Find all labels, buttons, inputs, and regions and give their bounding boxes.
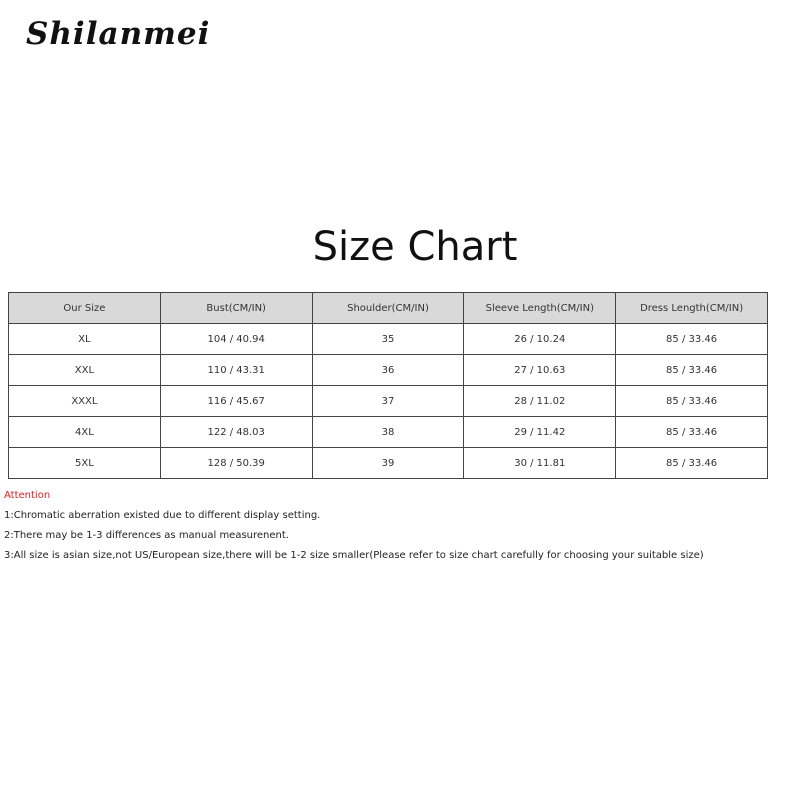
table-cell: 30 / 11.81 [464, 448, 616, 479]
table-cell: 85 / 33.46 [616, 386, 768, 417]
note-item: 2:There may be 1-3 differences as manual measurenent. [4, 530, 289, 541]
column-header-shoulder: Shoulder(CM/IN) [312, 293, 464, 324]
table-cell: 5XL [9, 448, 161, 479]
column-header-bust: Bust(CM/IN) [160, 293, 312, 324]
table-cell: 85 / 33.46 [616, 355, 768, 386]
table-cell: 122 / 48.03 [160, 417, 312, 448]
table-cell: 128 / 50.39 [160, 448, 312, 479]
table-cell: 36 [312, 355, 464, 386]
column-header-size: Our Size [9, 293, 161, 324]
table-cell: 85 / 33.46 [616, 324, 768, 355]
brand-logo: Shilanmei [26, 16, 211, 52]
table-cell: 85 / 33.46 [616, 417, 768, 448]
page-title: Size Chart [312, 224, 518, 270]
table-cell: XL [9, 324, 161, 355]
table-cell: 116 / 45.67 [160, 386, 312, 417]
table-cell: 39 [312, 448, 464, 479]
attention-label: Attention [4, 490, 51, 501]
table-cell: 4XL [9, 417, 161, 448]
column-header-dress-length: Dress Length(CM/IN) [616, 293, 768, 324]
table-row [9, 386, 768, 417]
table-cell: 29 / 11.42 [464, 417, 616, 448]
table-row [9, 355, 768, 386]
table-header-row [9, 293, 768, 324]
table-cell: 27 / 10.63 [464, 355, 616, 386]
table-row [9, 448, 768, 479]
table-cell: XXXL [9, 386, 161, 417]
note-item: 1:Chromatic aberration existed due to different display setting. [4, 510, 321, 521]
table-row [9, 324, 768, 355]
table-cell: 85 / 33.46 [616, 448, 768, 479]
table-cell: 37 [312, 386, 464, 417]
notes-section [4, 488, 704, 568]
table-cell: XXL [9, 355, 161, 386]
size-table [8, 292, 768, 479]
column-header-sleeve-length: Sleeve Length(CM/IN) [464, 293, 616, 324]
table-cell: 110 / 43.31 [160, 355, 312, 386]
table-cell: 35 [312, 324, 464, 355]
table-cell: 104 / 40.94 [160, 324, 312, 355]
table-cell: 26 / 10.24 [464, 324, 616, 355]
note-item: 3:All size is asian size,not US/European size,there will be 1-2 size smaller(Please refer to size chart carefully for choosing your suitable size) [4, 550, 704, 561]
table-cell: 28 / 11.02 [464, 386, 616, 417]
table-row [9, 417, 768, 448]
table-cell: 38 [312, 417, 464, 448]
